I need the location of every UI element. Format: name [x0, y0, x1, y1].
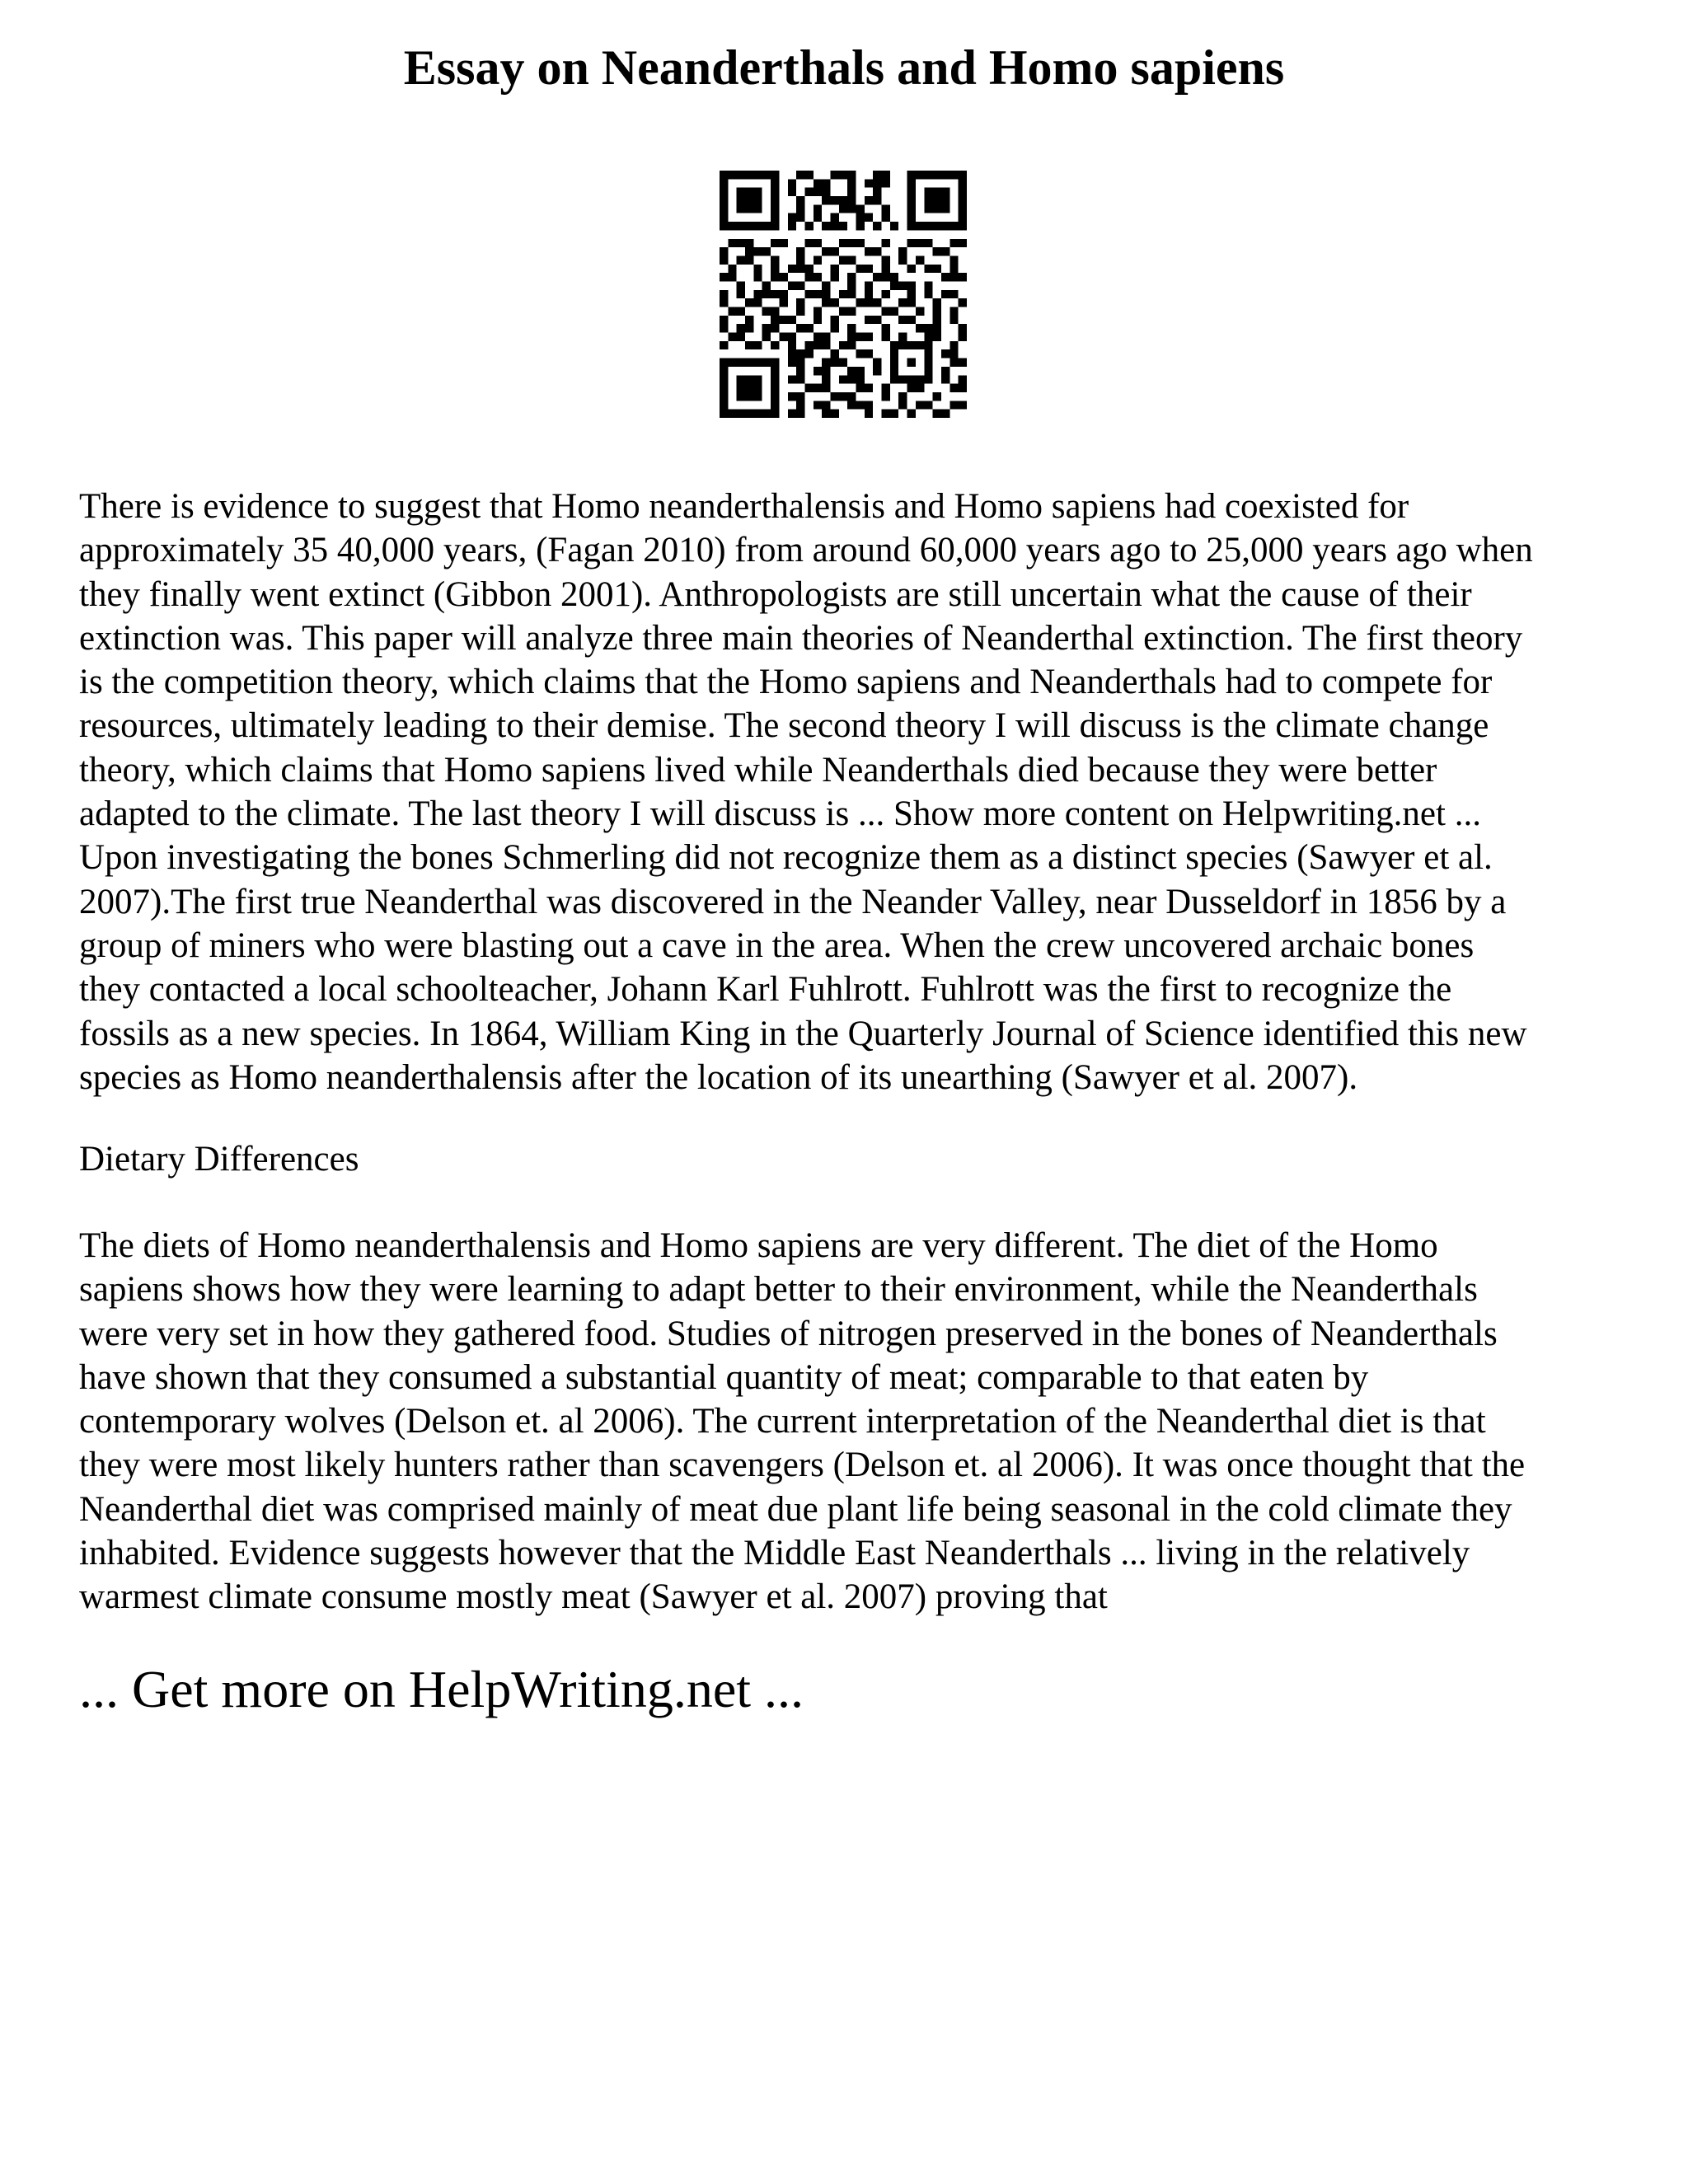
paragraph-line: contemporary wolves (Delson et. al 2006). The current interpretation of the Neanderthal diet is that	[79, 1402, 1486, 1441]
paragraph-line: approximately 35 40,000 years, (Fagan 2010) from around 60,000 years ago to 25,000 years ago when	[79, 531, 1533, 570]
paragraph-line: warmest climate consume mostly meat (Sawyer et al. 2007) proving that	[79, 1577, 1108, 1617]
section-heading: Dietary Differences	[79, 1140, 359, 1179]
paragraph-line: adapted to the climate. The last theory I will discuss is ... Show more content on Helpwriting.net ...	[79, 794, 1481, 834]
paragraph-line: 2007).The first true Neanderthal was discovered in the Neander Valley, near Dusseldorf in 1856 by a	[79, 882, 1507, 921]
get-more-link[interactable]: ... Get more on HelpWriting.net ...	[79, 1660, 804, 1718]
paragraph-line: were very set in how they gathered food. Studies of nitrogen preserved in the bones of Neanderthals	[79, 1314, 1498, 1353]
paragraph-line: Neanderthal diet was comprised mainly of meat due plant life being seasonal in the cold climate they	[79, 1489, 1512, 1529]
paragraph-line: they contacted a local schoolteacher, Johann Karl Fuhlrott. Fuhlrott was the first to recognize the	[79, 970, 1452, 1010]
paragraph-line: fossils as a new species. In 1864, William King in the Quarterly Journal of Science identified this new	[79, 1014, 1527, 1053]
paragraph-line: sapiens shows how they were learning to adapt better to their environment, while the Neanderthals	[79, 1270, 1478, 1310]
paragraph-intro	[79, 485, 1629, 1099]
paragraph-line: species as Homo neanderthalensis after the location of its unearthing (Sawyer et al. 2007).	[79, 1057, 1358, 1097]
paragraph-diet	[79, 1224, 1629, 1619]
paragraph-line: theory, which claims that Homo sapiens lived while Neanderthals died because they were better	[79, 750, 1437, 790]
paragraph-line: they were most likely hunters rather than scavengers (Delson et. al 2006). It was once thought that the	[79, 1446, 1526, 1485]
qr-code-icon	[720, 171, 967, 418]
paragraph-line: resources, ultimately leading to their demise. The second theory I will discuss is the climate change	[79, 706, 1489, 746]
paragraph-line: inhabited. Evidence suggests however that the Middle East Neanderthals ... living in the relatively	[79, 1534, 1470, 1573]
document-title: Essay on Neanderthals and Homo sapiens	[403, 40, 1285, 95]
paragraph-line: have shown that they consumed a substantial quantity of meat; comparable to that eaten by	[79, 1357, 1369, 1397]
paragraph-line: extinction was. This paper will analyze three main theories of Neanderthal extinction. The first theory	[79, 618, 1523, 658]
paragraph-line: There is evidence to suggest that Homo neanderthalensis and Homo sapiens had coexisted for	[79, 487, 1409, 526]
paragraph-line: is the competition theory, which claims that the Homo sapiens and Neanderthals had to compete for	[79, 663, 1493, 702]
paragraph-line: The diets of Homo neanderthalensis and Homo sapiens are very different. The diet of the Homo	[79, 1226, 1438, 1265]
paragraph-line: group of miners who were blasting out a cave in the area. When the crew uncovered archaic bones	[79, 926, 1475, 965]
paragraph-line: they finally went extinct (Gibbon 2001). Anthropologists are still uncertain what the cause of their	[79, 574, 1472, 614]
paragraph-line: Upon investigating the bones Schmerling did not recognize them as a distinct species (Sawyer et al.	[79, 838, 1493, 878]
